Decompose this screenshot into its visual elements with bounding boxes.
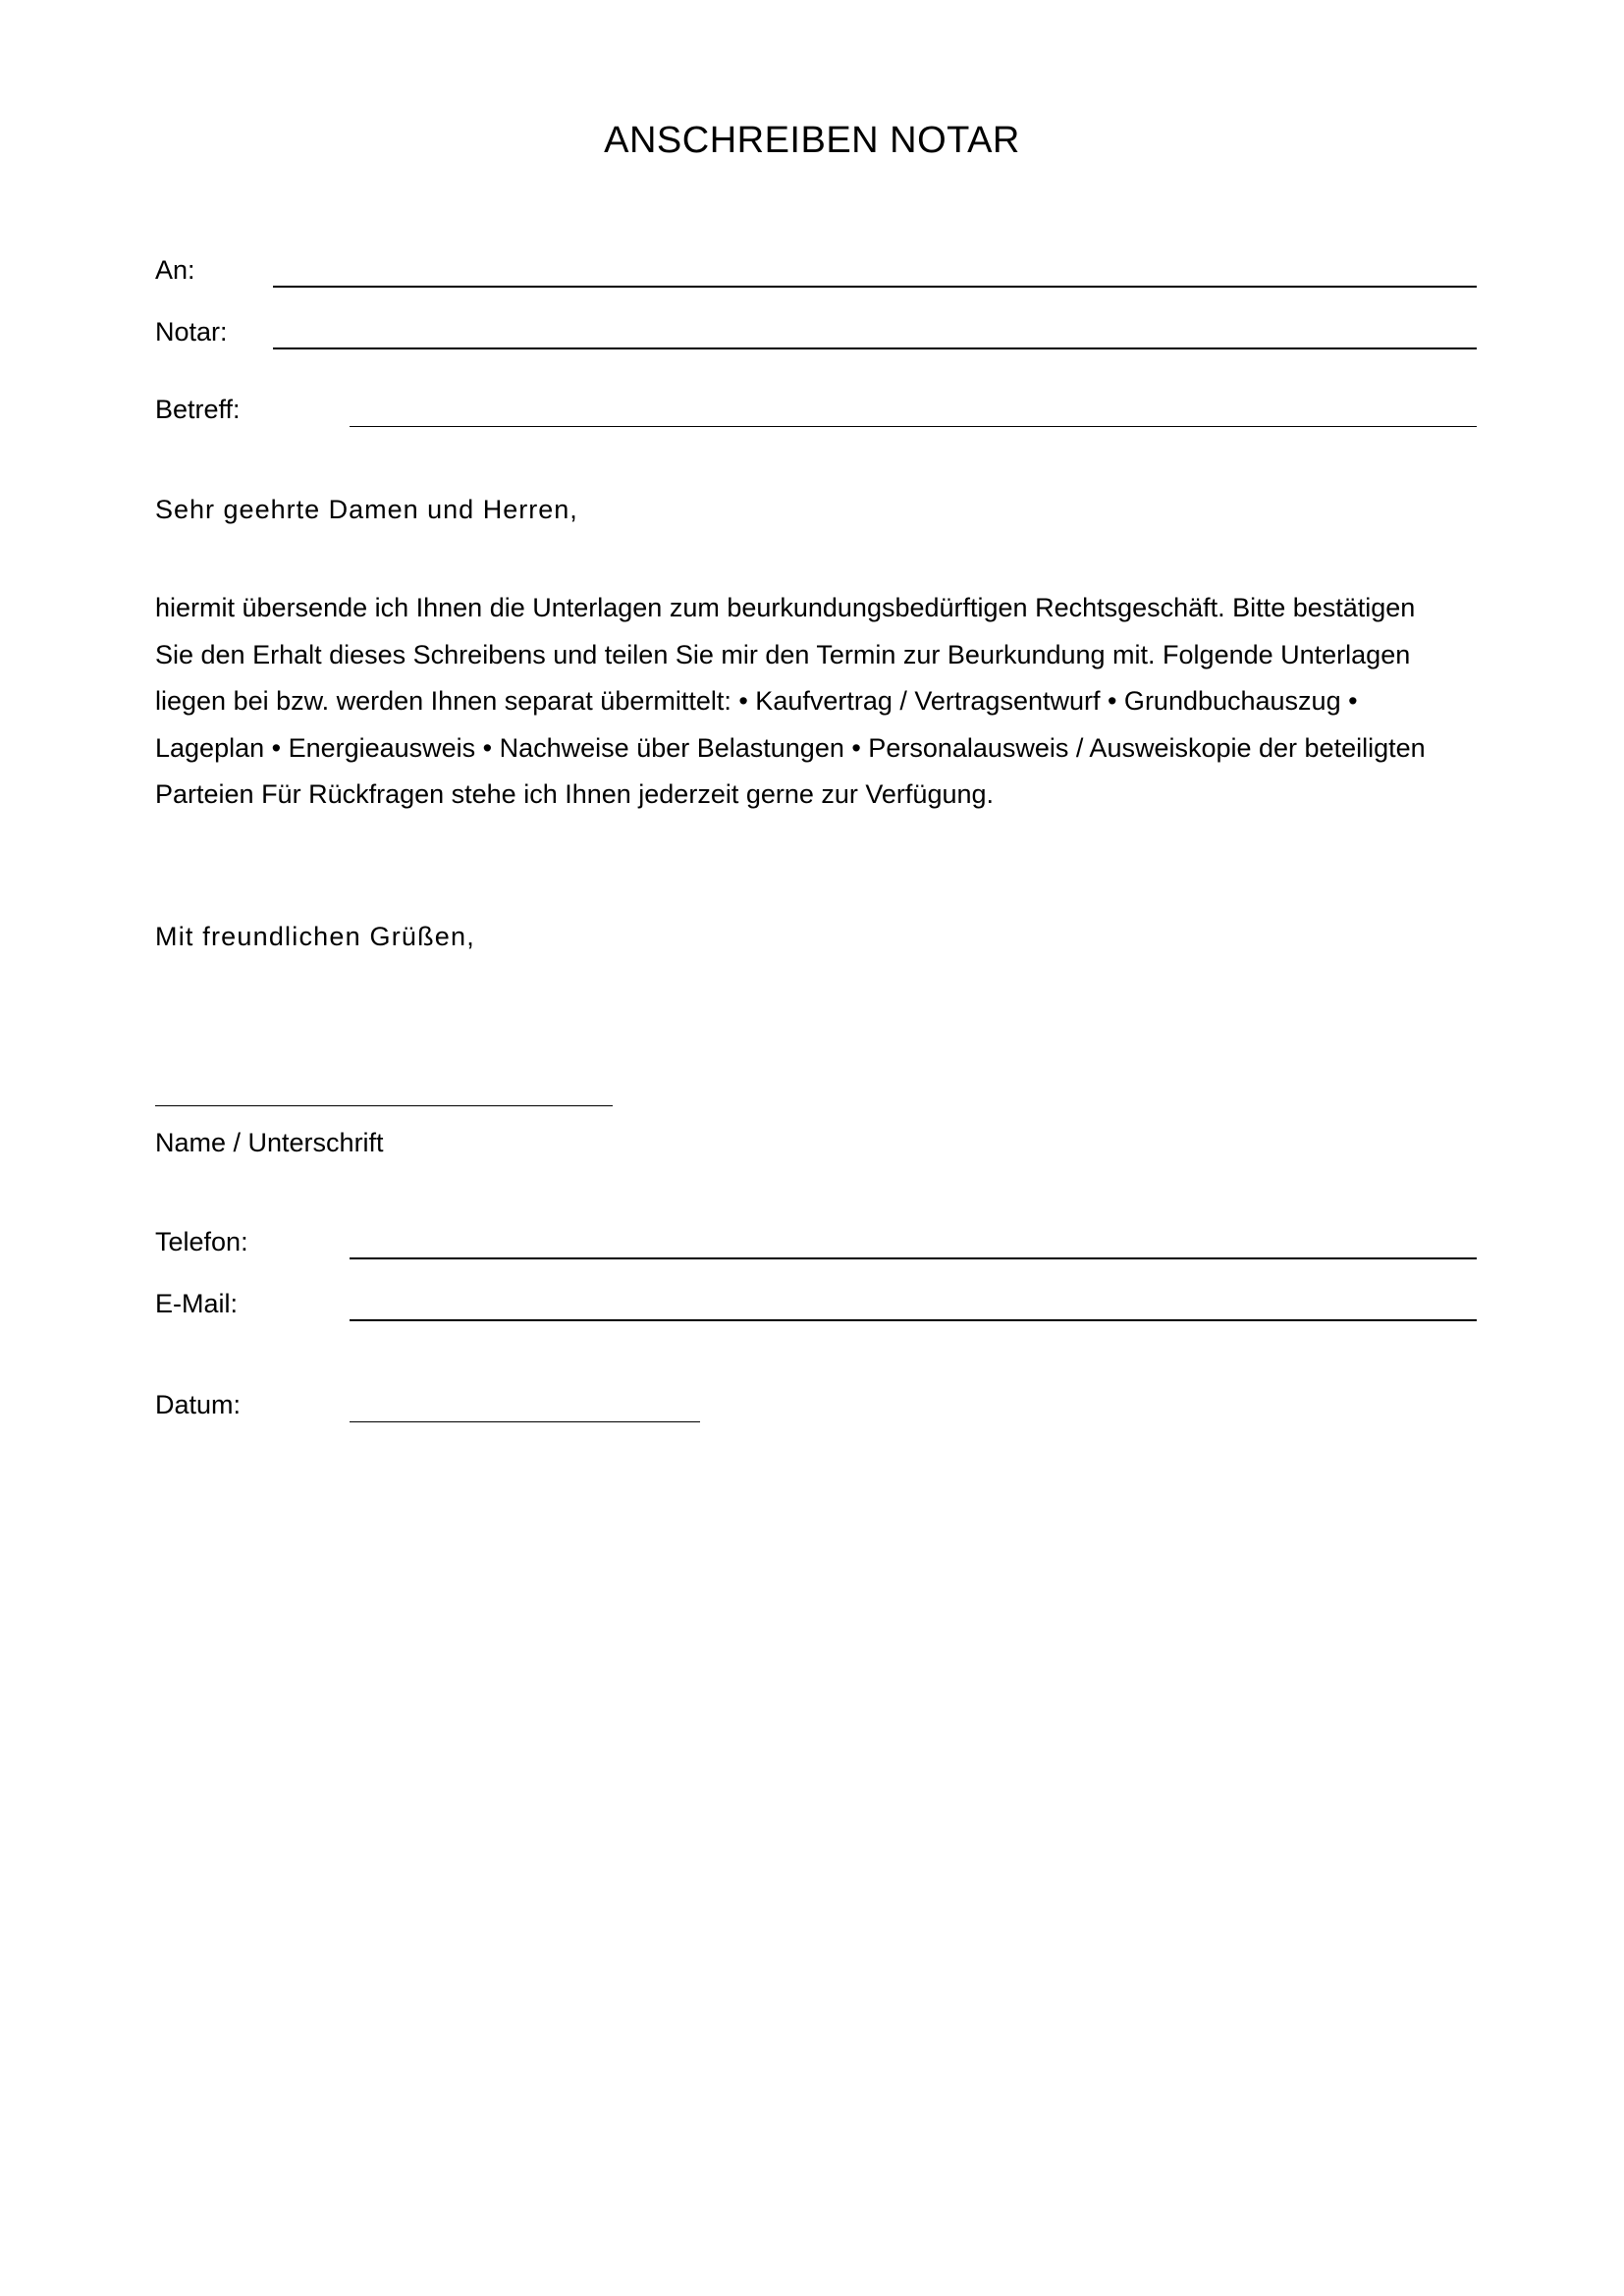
body-line: Lageplan • Energieausweis • Nachweise über Belastungen • Personalausweis / Ausweiskopie der beteiligten [155,732,1426,763]
closing: Mit freundlichen Grüßen, [155,922,475,951]
body-paragraph [155,585,1490,819]
document-title: ANSCHREIBEN NOTAR [604,120,1020,161]
body-line: liegen bei bzw. werden Ihnen separat übermittelt: • Kaufvertrag / Vertragsentwurf • Grundbuchauszug • [155,686,1358,716]
body-line: Sie den Erhalt dieses Schreibens und teilen Sie mir den Termin zur Beurkundung mit. Folgende Unterlagen [155,639,1411,669]
body-line: Parteien Für Rückfragen stehe ich Ihnen jederzeit gerne zur Verfügung. [155,779,995,809]
body-line: hiermit übersende ich Ihnen die Unterlagen zum beurkundungsbedürftigen Rechtsgeschäft. Bitte bestätigen [155,593,1416,622]
email-label: E-Mail: [155,1289,239,1318]
telefon-field-line[interactable] [350,1257,1477,1259]
salutation: Sehr geehrte Damen und Herren, [155,495,578,524]
notar-label: Notar: [155,317,228,347]
datum-field-line[interactable] [350,1421,700,1422]
telefon-label: Telefon: [155,1227,248,1256]
betreff-field-line[interactable] [350,426,1477,427]
datum-label: Datum: [155,1390,242,1419]
email-field-line[interactable] [350,1319,1477,1321]
signature-label: Name / Unterschrift [155,1128,384,1157]
betreff-label: Betreff: [155,395,241,424]
notar-field-line[interactable] [273,347,1477,349]
an-label: An: [155,255,195,285]
signature-line[interactable] [155,1105,613,1106]
an-field-line[interactable] [273,286,1477,288]
